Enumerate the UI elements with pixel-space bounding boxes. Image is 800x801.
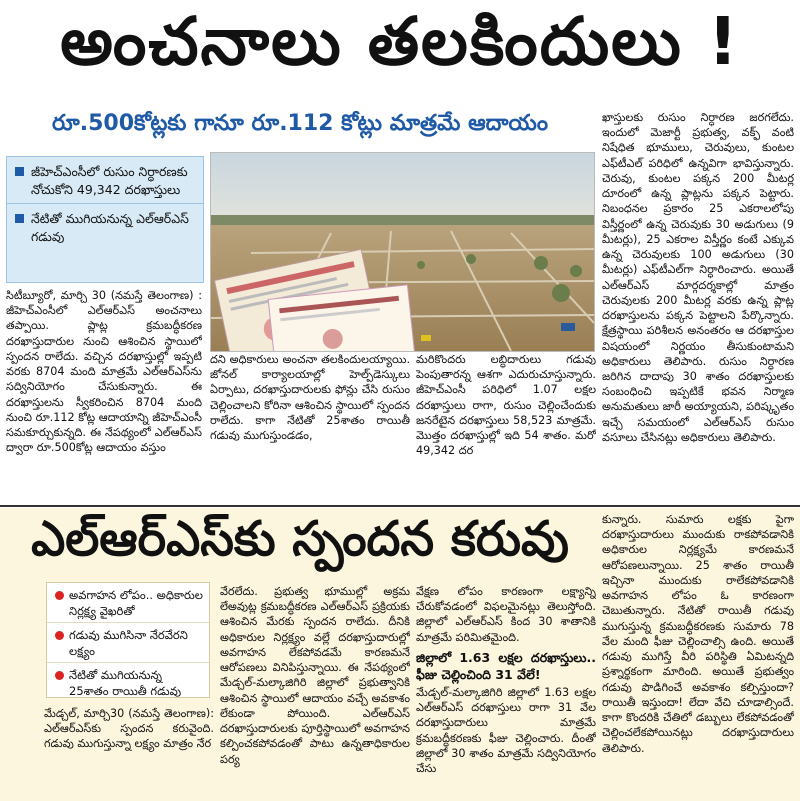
story2-column-3-text-b: మేడ్చల్-మల్కాజిగిరి జిల్లాలో 1.63 లక్షల ఎల్‌ఆర్‌ఎస్ దరఖాస్తులు రాగా 31 వేల దరఖాస్తుదారులు మాత్రమే క్రమబద్ధీకరణకు ఫీజు చెల్లించారు. దీంతో జిల్లాలో 30 శాతం మాత్రమే సద్వినియోగం చేసు bbox=[416, 685, 596, 776]
highlight-text: నేటితో ముగియనున్న 25శాతం రాయితీ గడువు bbox=[69, 668, 182, 699]
red-bullet-icon bbox=[55, 671, 64, 680]
square-bullet-icon bbox=[15, 214, 24, 223]
story1-column-2: దని అధికారులు అంచనా తలకిందులయ్యాయి. జోనల్ కార్యాలయాల్లో హెల్ప్‌డెస్కులు ఏర్పాటు, దరఖాస్తుదారులకు ఫోన్లు చేసి రుసుం చెల్లించాలని కోరినా ఆశించిన స్థాయిలో స్పందన రాలేదు. కాగా నేటితో 25శాతం రాయితీ గడువు ముగుస్తుండడం, bbox=[210, 353, 410, 443]
story1-column-1: సిటీబ్యూరో, మార్చి 30 (నమస్తే తెలంగాణ) : జీహెచ్‌ఎంసీలో ఎల్‌ఆర్‌ఎస్ అంచనాలు తప్పాయి. ప్లాట్ల క్రమబద్ధీకరణ దరఖాస్తుదారుల నుంచి ఆశించిన స్థాయిలో స్పందన రాలేదు. వచ్చిన దరఖాస్తుల్లో ఇప్పటి వరకు 8704 మంది మాత్రమే ఎల్‌ఆర్‌ఎస్‌ను సద్వినియోగం చేసుకున్నారు. ఈ దరఖాస్తులను స్వీకరించిన 8704 మంది నుంచి రూ.112 కోట్ల ఆదాయాన్ని జీహెచ్‌ఎంసీ సమకూర్చుకున్నది. ఈ నేపథ్యంలో ఎల్‌ఆర్‌ఎస్ ద్వారా రూ.500కోట్ల ఆదాయం వస్తుం bbox=[6, 289, 202, 455]
highlight-item bbox=[7, 203, 203, 250]
highlight-item bbox=[7, 157, 203, 203]
red-bullet-icon bbox=[55, 591, 64, 600]
highlight-item bbox=[47, 583, 209, 622]
land-plots-photo bbox=[210, 152, 595, 352]
story1-kicker: రూ.500కోట్లకు గానూ రూ.112 కోట్లు మాత్రమే ఆదాయం bbox=[52, 111, 548, 136]
land-plots-photo-illustration bbox=[211, 153, 594, 351]
section-divider bbox=[0, 505, 800, 507]
story2-column-4: కున్నారు. సుమారు లక్షకు పైగా దరఖాస్తుదారులు ముందుకు రాకపోవడానికి అధికారుల నిర్లక్ష్యమే కారణమనే ఆరోపణలున్నాయి. 25 శాతం రాయితీ ఇచ్చినా ముందుకు రాలేకపోవడానికి అవగాహన లోపం ఓ కారణంగా చెబుతున్నారు. నేటితో రాయితీ గడువు ముగుస్తున్న క్రమబద్ధీకరణకు సుమారు 78 వేల మంది ఫీజు చెల్లించాల్సి ఉంది. అయితే గడువు ముగిస్తే వీరి పరిస్థితి ఏమిటన్నది ప్రశ్నార్థకంగా మారింది. అయితే ప్రభుత్వం గడువు పొడిగించే అవకాశం కల్పిస్తుందా? రాయితీ ఇస్తుందా! లేదా వేచి చూడాల్సిందే. కాగా కొందరికి చేతిలో డబ్బులు లేకపోవడంతో చెల్లించలేకపోయినట్లు దరఖాస్తుదారులు తెలిపారు. bbox=[602, 513, 794, 755]
highlight-item bbox=[47, 662, 209, 702]
highlight-item bbox=[47, 622, 209, 662]
story2-highlights bbox=[46, 582, 210, 698]
story2-column-1: మేడ్చల్, మార్చి30 (నమస్తే తెలంగాణ): ఎల్‌ఆర్‌ఎస్‌కు స్పందన కరువైంది. గడువు ముగుస్తున్నా లక్ష్యం మాత్రం నేర bbox=[44, 707, 214, 751]
story1-column-3: మరికొందరు లబ్ధిదారులు గడువు పెంపుతారన్న ఆశగా ఎదురుచూస్తున్నారు. జీహెచ్‌ఎంసీ పరిధిలో 1.07 లక్షల దరఖాస్తులు రాగా, రుసుం చెల్లించేందుకు జనరేటైన దరఖాస్తులు 58,523 మాత్రమే. మొత్తం దరఖాస్తుల్లో ఇది 54 శాతం. మరో 49,342 దర bbox=[416, 353, 596, 458]
highlight-text: గడువు ముగిసినా నేరవేరని లక్ష్యం bbox=[69, 628, 188, 659]
story1-column-4: ఖాస్తులకు రుసుం నిర్ధారణ జరగలేదు. ఇందులో మెజార్టీ ప్రభుత్వ, వక్ఫ్ వంటి నిషేధిత భూములు, చెరువులు, కుంటల ఎఫ్‌టీఎల్ పరిధిలో ఉన్నవిగా భావిస్తున్నారు. చెరువు, కుంటల పక్కన 200 మీటర్ల దూరంలో ఉన్న ప్లాట్లను పక్కన పెట్టారు. నిబంధనల ప్రకారం 25 ఎకరాలలోపు విస్తీర్ణంలో ఉన్న చెరువుకు 30 అడుగులు (9 మీటర్లు), 25 ఎకరాల విస్తీర్ణం కంటే ఎక్కువ ఉన్న చెరువులకు 100 అడుగులు (30 మీటర్లు) ఎఫ్‌టీఎల్‌గా నిర్ధారించారు. అయితే ఎల్‌ఆర్‌ఎస్ మార్గదర్శకాల్లో మాత్రం చెరువులకు 200 మీటర్ల వరకు ఉన్న ప్లాట్ల దరఖాస్తులను పక్కన పెట్టాలని పేర్కొన్నారు. క్షేత్రస్థాయి పరిశీలన అనంతరం ఆ దరఖాస్తుల విషయంలో నిర్ణయం తీసుకుంటామని అధికారులు తెలిపారు. రుసుం నిర్ధారణ జరిగిన దాదాపు 30 శాతం దరఖాస్తులకు సంబంధించి ఇప్పటికే భవన నిర్మాణ అనుమతులు జారీ అయ్యాయని, పరిష్కృతం ఇచ్చే సమయంలో ఎల్‌ఆర్‌ఎస్ రుసుం వసూలు చేసినట్లు అధికారులు తెలిపారు. bbox=[602, 111, 794, 444]
story2-headline: ఎల్‌ఆర్‌ఎస్‌కు స్పందన కరువు bbox=[31, 511, 569, 567]
highlight-text: జీహెచ్‌ఎంసీలో రుసుం నిర్ధారణకు నోచుకోని 49,342 దరఖాస్తులు bbox=[31, 164, 188, 198]
square-bullet-icon bbox=[15, 167, 24, 176]
story2-column-2: వేరలేదు. ప్రభుత్వ భూముల్లో అక్రమ లేఅవుట్ల క్రమబద్ధీకరణ ఎల్‌ఆర్‌ఎస్ ప్రక్రియకు ఆశించిన మేరకు స్పందన రాలేదు. దీనికి అధికారుల నిర్లక్ష్యం వల్లే దరఖాస్తుదారుల్లో అవగాహన లేకపోవడమే కారణమనే ఆరోపణలు వినిపిస్తున్నాయి. ఈ నేపథ్యంలో మేడ్చల్-మల్కాజిగిరి జిల్లాలో ప్రభుత్వానికి ఆశించిన స్థాయిలో ఆదాయం వచ్చే అవకాశం లేకుండా పోయింది. ఎల్‌ఆర్‌ఎస్ దరఖాస్తుదారులకు పూర్తిస్థాయిలో అవగాహన కల్పించకపోవడంతో పాటు ఉన్నతాధికారుల పర్య bbox=[220, 585, 410, 766]
highlight-text: నేటితో ముగియనున్న ఎల్‌ఆర్‌ఎస్ గడువు bbox=[31, 211, 189, 245]
story2-column-3-text-a: వేక్షణ లోపం కారణంగా లక్ష్యాన్ని చేరుకోవడంలో విఫలమైనట్లు తెలుస్తోంది. జిల్లాలో ఎల్‌ఆర్‌ఎస్ కింద 30 శాతానికి మాత్రమే పరిమితమైంది. bbox=[416, 585, 596, 644]
highlight-text: అవగాహన లోపం.. అధికారుల నిర్లక్ష్య వైఖరితో bbox=[69, 588, 203, 619]
story1-headline: అంచనాలు తలకిందులు ! bbox=[60, 2, 740, 80]
story2-column-3 bbox=[416, 584, 596, 798]
story2-subhead: జిల్లాలో 1.63 లక్షల దరఖాస్తులు.. ఫీజు చెల్లించింది 31 వేలే! bbox=[416, 649, 596, 682]
story1-highlights bbox=[6, 156, 204, 283]
red-bullet-icon bbox=[55, 631, 64, 640]
